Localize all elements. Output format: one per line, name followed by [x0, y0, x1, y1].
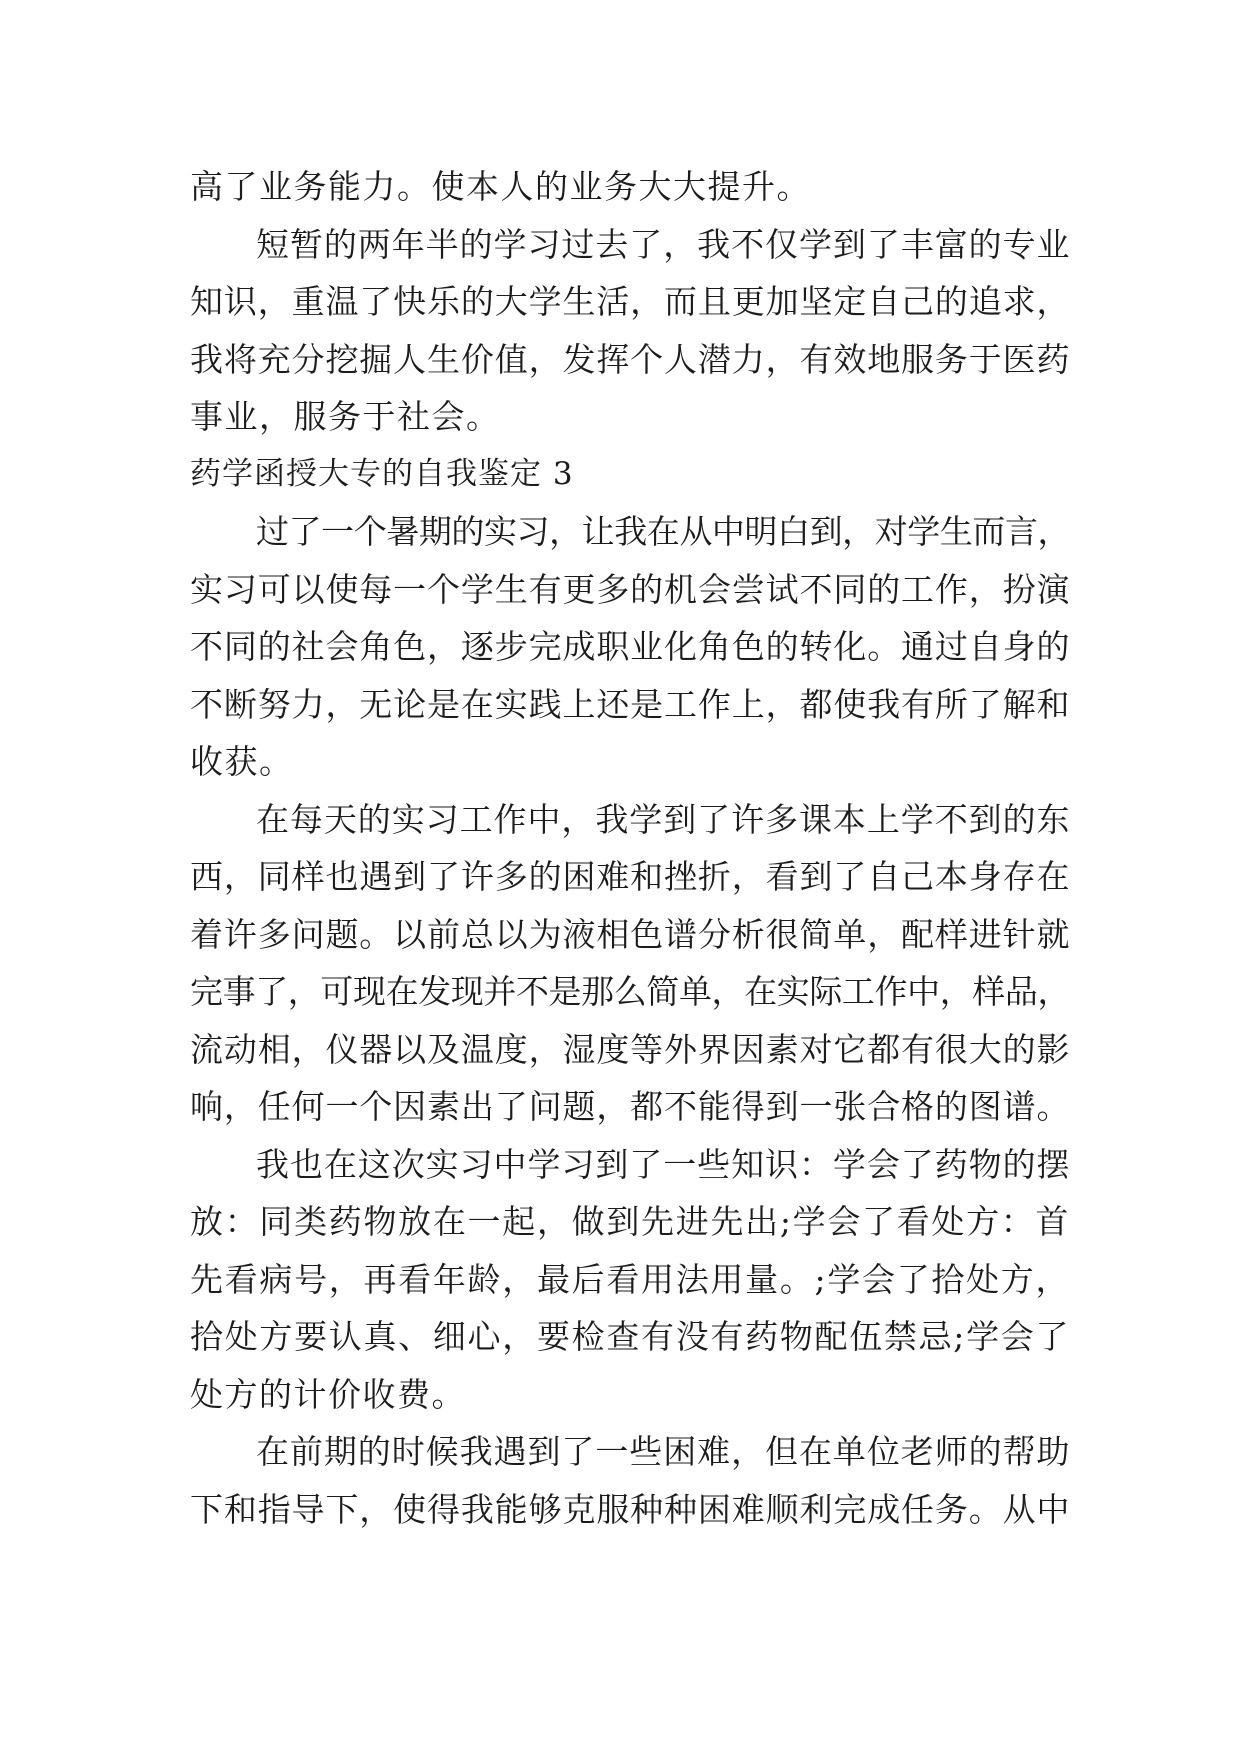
- text-line: 在每天的实习工作中，我学到了许多课本上学不到的东: [256, 799, 1070, 839]
- text-line: 完事了，可现在发现并不是那么简单，在实际工作中，样品，: [190, 972, 1070, 1011]
- text-line: 在前期的时候我遇到了一些困难，但在单位老师的帮助: [256, 1432, 1070, 1471]
- text-line: 不断努力，无论是在实践上还是工作上，都使我有所了解和: [190, 684, 1070, 724]
- text-line: 下和指导下，使得我能够克服种种困难顺利完成任务。从中: [190, 1489, 1070, 1529]
- document-body: [190, 158, 1070, 1538]
- text-line: 我也在这次实习中学习到了一些知识：学会了药物的摆: [256, 1144, 1070, 1184]
- text-line: 实习可以使每一个学生有更多的机会尝试不同的工作，扮演: [190, 569, 1070, 609]
- text-line: 拾处方要认真、细心，要检查有没有药物配伍禁忌;学会了: [190, 1317, 1070, 1356]
- text-line: 收获。: [190, 742, 294, 781]
- text-line: 西，同样也遇到了许多的困难和挫折，看到了自己本身存在: [190, 857, 1070, 896]
- text-line: 响，任何一个因素出了问题，都不能得到一张合格的图谱。: [190, 1087, 1070, 1126]
- text-line: 短暂的两年半的学习过去了，我不仅学到了丰富的专业: [256, 224, 1070, 264]
- text-line: 我将充分挖掘人生价值，发挥个人潜力，有效地服务于医药: [190, 339, 1070, 379]
- text-line: 流动相，仪器以及温度，湿度等外界因素对它都有很大的影: [190, 1029, 1070, 1069]
- text-line: 不同的社会角色，逐步完成职业化角色的转化。通过自身的: [190, 627, 1070, 666]
- text-line: 过了一个暑期的实习，让我在从中明白到，对学生而言，: [256, 512, 1070, 551]
- text-line: 事业，服务于社会。: [190, 397, 501, 436]
- text-line: 高了业务能力。使本人的业务大大提升。: [190, 167, 811, 206]
- text-line: 处方的计价收费。: [190, 1374, 466, 1414]
- section-heading: 药学函授大专的自我鉴定 3: [190, 455, 574, 492]
- text-line: 着许多问题。以前总以为液相色谱分析很简单，配样进针就: [190, 914, 1070, 954]
- text-line: 先看病号，再看年龄，最后看用法用量。;学会了拾处方，: [190, 1259, 1070, 1299]
- text-line: 放：同类药物放在一起，做到先进先出;学会了看处方：首: [190, 1202, 1070, 1241]
- text-line: 知识，重温了快乐的大学生活，而且更加坚定自己的追求，: [190, 282, 1070, 321]
